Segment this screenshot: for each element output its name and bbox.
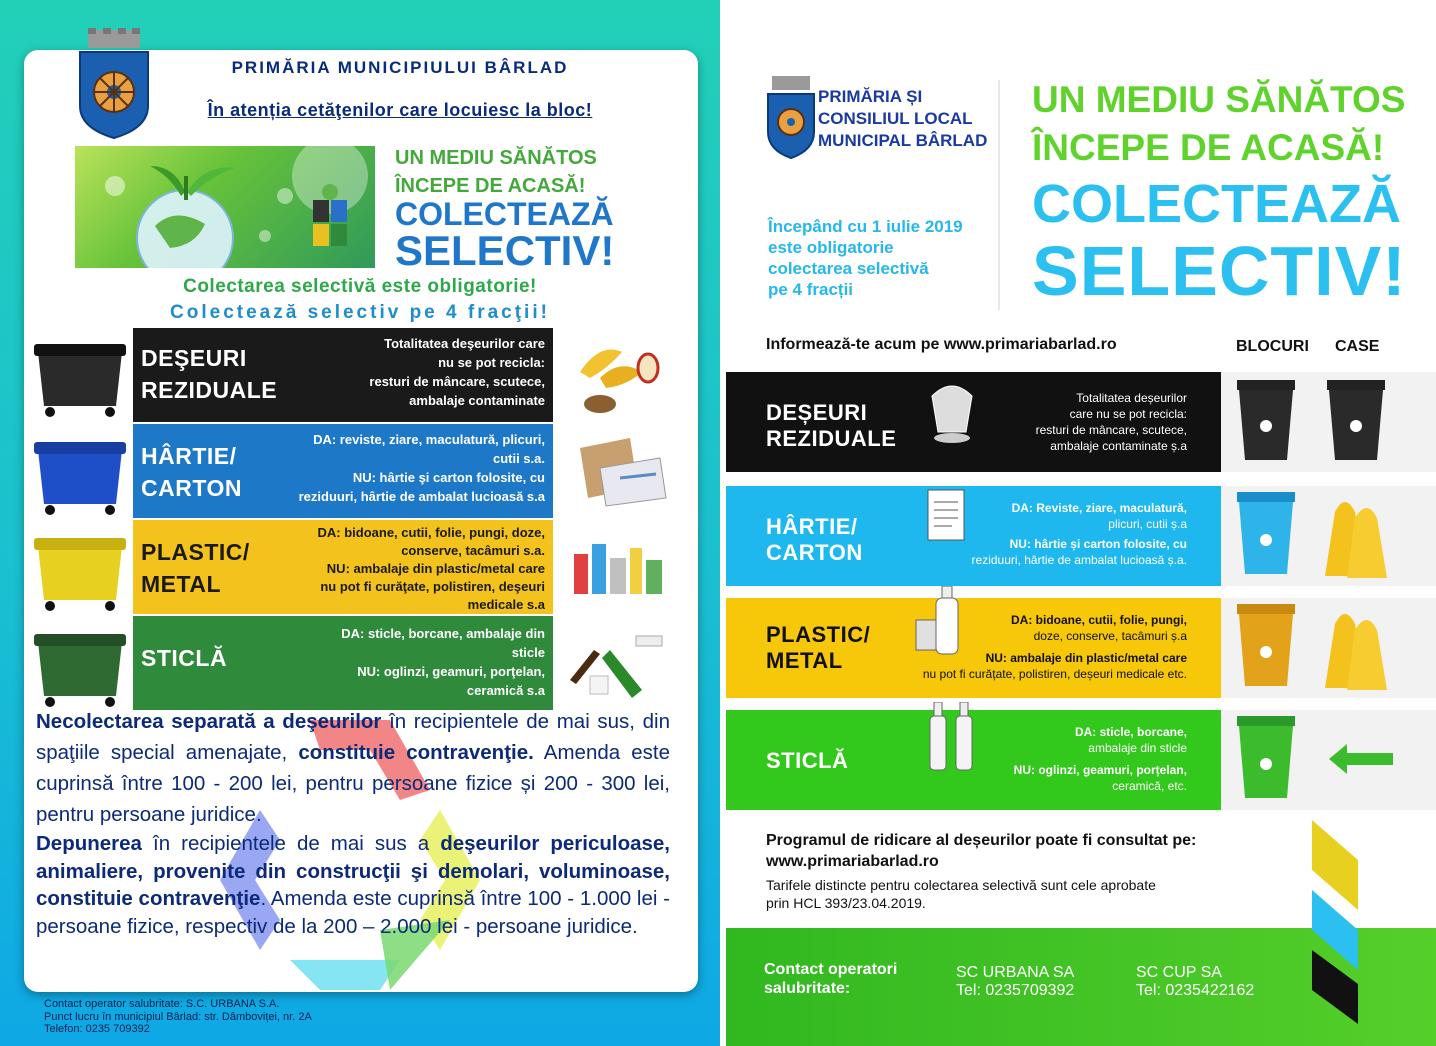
desc-line: nu se pot recicla:: [438, 355, 545, 370]
org-line: MUNICIPAL BÂRLAD: [818, 131, 988, 150]
yellow-bag-icon: [1321, 492, 1391, 582]
left-title: PRIMĂRIA MUNICIPIULUI BÂRLAD: [231, 58, 569, 77]
p2-rest1: în recipientele de mai sus a: [141, 832, 441, 855]
left-paragraph-1: [36, 706, 670, 830]
cat-line1: PLASTIC/: [141, 539, 250, 565]
left-four-fractions: Colectează selectiv pe 4 fracţii!: [170, 302, 550, 323]
food-waste-icon: [560, 332, 678, 418]
cat-line1: DEŞEURI: [141, 345, 247, 371]
p1-rest1: în recipientele de mai sus, din spaţiile special amenajate,: [36, 710, 670, 764]
globe-plant-image: [75, 146, 375, 268]
right-headline-selective: SELECTIV!: [1032, 232, 1407, 310]
desc-line: DA: bidoane, cutii, folie, pungi, doze,: [317, 525, 545, 540]
desc-line: resturi de mâncare, scutece,: [369, 374, 545, 389]
cat-line2: CARTON: [766, 540, 863, 565]
cat-line1: DEȘEURI: [766, 400, 868, 425]
left-row-paper-desc: [299, 430, 545, 506]
glass-bottles-outline-icon: [926, 702, 980, 776]
desc-line: DA: sticle, borcane, ambalaje din: [341, 626, 545, 641]
orange-bin-block-icon: [1231, 600, 1301, 694]
blue-bin-icon: [30, 432, 130, 516]
right-flyer: [726, 0, 1436, 1046]
bins-paper: [1221, 486, 1436, 586]
desc-line: plicuri, cutii ș.a: [1108, 517, 1187, 531]
right-row-paper-desc: [972, 500, 1187, 568]
org-line: PRIMĂRIA ȘI: [818, 87, 923, 106]
right-headline-green: [1032, 76, 1405, 172]
left-row-residual-desc: [369, 334, 545, 410]
desc-line: medicale s.a: [467, 597, 545, 612]
black-bin-block-icon: [1231, 376, 1301, 468]
p1-rest2: Amenda este cuprinsă între 100 - 200 lei, pentru persoane fizice și 200 - 300 lei, pentru persoane juridice.: [36, 741, 670, 826]
desc-line: DA: Reviste, ziare, maculatură,: [1011, 501, 1187, 515]
green-bin-block-icon: [1231, 712, 1301, 806]
date-line: pe 4 fracții: [768, 280, 854, 299]
right-row-residual-desc: [1036, 390, 1187, 454]
yellow-bag-icon: [1321, 604, 1391, 694]
desc-line: NU: ambalaje din plastic/metal care: [326, 561, 545, 576]
desc-line: DA: reviste, ziare, maculatură, plicuri,: [313, 432, 545, 447]
p1-bold1: Necolectarea separată a deşeurilor: [36, 710, 382, 733]
right-schedule: [766, 830, 1196, 872]
headline-line: UN MEDIU SĂNĂTOS: [1032, 79, 1406, 120]
left-banner-text2: ÎNCEPE DE ACASĂ!: [395, 175, 586, 197]
p1-bold2: constituie contravenţie.: [298, 741, 534, 764]
left-row-plastic-cat: [141, 536, 250, 600]
desc-line: sticle: [511, 645, 545, 660]
right-row-paper-cat: [766, 514, 863, 566]
green-bin-icon: [30, 624, 130, 708]
desc-line: cutii s.a.: [492, 451, 545, 466]
desc-line: nu pot fi curățate, polistiren, deșeuri medicale etc.: [922, 667, 1187, 681]
right-tariffs: [766, 876, 1156, 912]
right-row-glass-cat: STICLĂ: [766, 748, 849, 773]
desc-line: care nu se pot recicla:: [1069, 407, 1187, 421]
date-line: este obligatorie: [768, 238, 894, 257]
right-row-residual: [726, 372, 1221, 472]
operator-phone: Tel: 0235422162: [1136, 982, 1255, 999]
left-row-plastic: [133, 520, 553, 614]
right-org: [818, 86, 987, 152]
date-line: colectarea selectivă: [768, 259, 929, 278]
desc-line: Totalitatea deșeurilor: [1076, 391, 1187, 405]
desc-line: ceramică s.a: [466, 683, 545, 698]
right-row-plastic-desc: [923, 612, 1187, 682]
p2-rest2: . Amenda este cuprinsă între 100 - 1.000 lei - persoane fizice, respectiv de la 200 – 2.000 lei - persoane juridice.: [36, 887, 670, 938]
paper-waste-icon: [560, 428, 678, 514]
operator-urbana: [956, 964, 1074, 1000]
cat-line2: REZIDUALE: [141, 377, 278, 403]
bins-residual: [1221, 372, 1436, 472]
operator-cup: [1136, 964, 1254, 1000]
desc-line: ambalaje contaminate: [409, 393, 545, 408]
decorative-shapes-icon: [1312, 820, 1358, 1024]
desc-line: NU: hârtie și carton folosite, cu: [1009, 537, 1187, 551]
right-row-plastic-cat: [766, 622, 870, 674]
desc-line: reziduuri, hârtie de ambalat lucioasă ș.a.: [971, 553, 1187, 567]
desc-line: NU: ambalaje din plastic/metal care: [985, 651, 1187, 665]
schedule-link[interactable]: www.primariabarlad.ro: [766, 853, 939, 870]
left-obligatory: Colectarea selectivă este obligatorie!: [183, 276, 537, 297]
cat-line2: METAL: [141, 571, 222, 597]
right-row-residual-cat: [766, 400, 896, 452]
left-row-glass-cat: STICLĂ: [141, 645, 228, 671]
left-row-plastic-desc: [318, 524, 546, 614]
right-date-notice: [768, 216, 963, 300]
left-banner-line4: SELECTIV!: [395, 227, 615, 274]
operator-phone: Tel: 0235709392: [956, 982, 1075, 999]
food-waste-outline-icon: [922, 376, 982, 446]
left-paragraph-2: [36, 830, 670, 940]
left-row-paper-cat: [141, 440, 242, 504]
yellow-bin-icon: [30, 528, 130, 612]
left-row-glass-desc: [341, 624, 545, 700]
right-row-glass: [726, 710, 1221, 810]
right-info-line: Informează-te acum pe www.primariabarlad.ro: [766, 336, 1117, 353]
tariff-line: prin HCL 393/23.04.2019.: [766, 895, 926, 911]
tariff-line: Tarifele distincte pentru colectarea selectivă sunt cele aprobate: [766, 877, 1156, 893]
glass-waste-icon: [560, 620, 678, 706]
cat-line2: CARTON: [141, 475, 242, 501]
arrow-left-icon: [1329, 744, 1393, 774]
cat-line2: REZIDUALE: [766, 426, 897, 451]
right-row-glass-desc: [1014, 724, 1187, 794]
p2-bold1: Depunerea: [36, 832, 142, 855]
col-header-blocks: BLOCURI: [1236, 338, 1309, 355]
plastic-metal-waste-icon: [560, 524, 678, 610]
desc-line: Totalitatea deşeurilor care: [384, 336, 545, 351]
black-bin-house-icon: [1321, 376, 1391, 468]
headline-line: ÎNCEPE DE ACASĂ!: [1032, 127, 1385, 168]
left-footer: [44, 998, 312, 1036]
operator-name: SC URBANA SA: [956, 964, 1075, 981]
desc-line: reziduuri, hârtie de ambalat lucioasă s.a: [298, 489, 545, 504]
cat-line1: HÂRTIE/: [141, 443, 237, 469]
footer-line: Contact operator salubritate: S.C. URBANA S.A.: [44, 998, 280, 1010]
left-banner-line3: COLECTEAZĂ: [395, 196, 614, 232]
desc-line: NU: oglinzi, geamuri, porţelan,: [357, 664, 545, 679]
operator-name: SC CUP SA: [1136, 964, 1222, 981]
left-row-paper: [133, 424, 553, 518]
desc-line: ceramică, etc.: [1112, 779, 1187, 793]
schedule-line: Programul de ridicare al deșeurilor poate fi consultat pe:: [766, 832, 1197, 849]
desc-line: DA: bidoane, cutii, folie, pungi,: [1011, 613, 1187, 627]
left-banner-text1: UN MEDIU SĂNĂTOS: [395, 147, 597, 169]
footer-line: Telefon: 0235 709392: [44, 1023, 150, 1035]
blue-bin-block-icon: [1231, 488, 1301, 582]
bins-plastic: [1221, 598, 1436, 698]
left-subtitle: În atenția cetăţenilor care locuiesc la bloc!: [207, 100, 593, 120]
desc-line: NU: hârtie şi carton folosite, cu: [352, 470, 545, 485]
date-line: Începând cu 1 iulie 2019: [768, 217, 963, 236]
right-contact-label: [764, 960, 897, 998]
desc-line: resturi de mâncare, scutece,: [1035, 423, 1187, 437]
cat-line1: HÂRTIE/: [766, 514, 858, 539]
right-divider: [998, 80, 1000, 310]
left-row-residual: [133, 328, 553, 422]
desc-line: DA: sticle, borcane,: [1074, 725, 1187, 739]
right-row-paper: [726, 486, 1221, 586]
left-row-residual-cat: [141, 342, 277, 406]
footer-line: Punct lucru în municipiul Bârlad: str. Dâmboviței, nr. 2A: [44, 1010, 312, 1023]
right-row-plastic: [726, 598, 1221, 698]
cat-line2: METAL: [766, 648, 843, 673]
right-headline-collect: COLECTEAZĂ: [1032, 174, 1401, 234]
left-banner-line1: [395, 144, 597, 200]
desc-line: ambalaje contaminate ș.a: [1050, 439, 1187, 453]
desc-line: doze, conserve, tacâmuri ș.a: [1033, 629, 1187, 643]
desc-line: conserve, tacâmuri s.a.: [401, 543, 545, 558]
contact-line: salubritate:: [764, 980, 851, 997]
contact-line: Contact operatori: [764, 961, 898, 978]
desc-line: ambalaje din sticle: [1088, 741, 1187, 755]
paper-outline-icon: [922, 486, 972, 550]
barlad-crest-icon: [76, 28, 152, 140]
cat-line1: PLASTIC/: [766, 622, 871, 647]
col-header-houses: CASE: [1335, 338, 1380, 355]
black-bin-icon: [30, 334, 130, 418]
p2-bold2: deşeurilor periculoase, animaliere, provenite din construcţii şi demolari, voluminoase, constituie contravenţie: [36, 832, 670, 910]
barlad-crest-small-icon: [766, 76, 816, 160]
desc-line: nu pot fi curăţate, polistiren, deşeuri: [320, 579, 545, 594]
org-line: CONSILIUL LOCAL: [818, 109, 973, 128]
desc-line: NU: oglinzi, geamuri, porțelan,: [1013, 763, 1187, 777]
left-row-glass: [133, 616, 553, 710]
bins-glass: [1221, 710, 1436, 810]
